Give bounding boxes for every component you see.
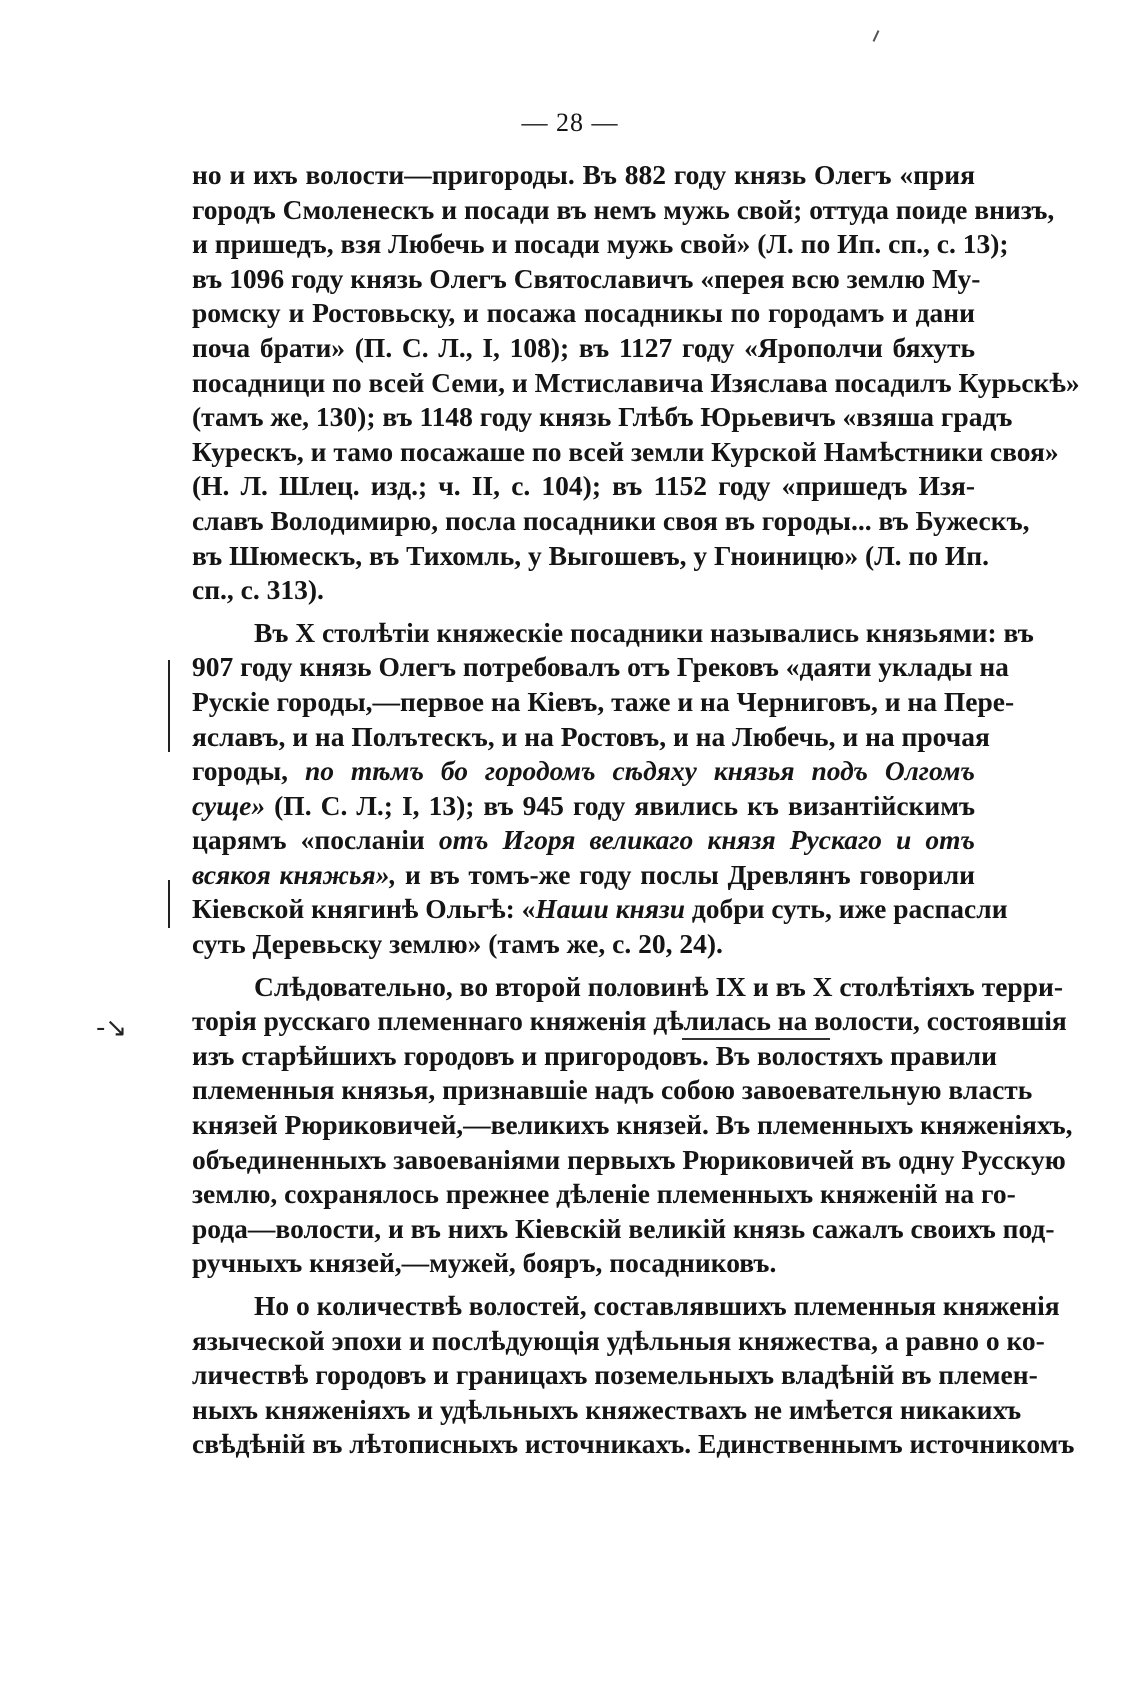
text-line: Въ X столѣтіи княжескіе посадники назывались князьями: въ — [254, 616, 1034, 648]
text-line: Но о количествѣ волостей, составлявшихъ племенныя княженія — [254, 1290, 1060, 1321]
text-line: Слѣдовательно, во второй половинѣ IX и въ X столѣтіяхъ терри- — [254, 970, 1064, 1002]
text-line: личествѣ городовъ и границахъ поземельныхъ владѣній въ племен- — [192, 1359, 1038, 1391]
text-line: сп., с. 313). — [192, 574, 324, 606]
text-run: добри суть, иже распасли — [691, 893, 1008, 925]
page-number: — 28 — — [521, 108, 619, 137]
text-line: поча брати» (П. С. Л., I, 108); въ 1127 году «Ярополчи бяхуть — [192, 331, 975, 363]
text-line: Курескъ, и тамо посажаше по всей земли Курской Намѣстники своя» — [192, 435, 1059, 467]
text-line: ромску и Ростовьску, и посажа посадникы по городамъ и дани — [192, 297, 975, 329]
paragraph-spacer — [192, 608, 975, 616]
text-line: въ 1096 году князь Олегъ Святославичъ «перея всю землю Му- — [192, 262, 981, 294]
text-line: князей Рюриковичей,—великихъ князей. Въ племенныхъ княженіяхъ, — [192, 1109, 1073, 1141]
text-line: городъ Смоленескъ и посади въ немъ мужь свой; оттуда поиде внизъ, — [192, 193, 1055, 225]
margin-line-mark — [168, 660, 170, 752]
text-line: языческой эпохи и послѣдующія удѣльныя княжества, а равно о ко- — [192, 1324, 1045, 1356]
text-line: славъ Володимирю, посла посадники своя въ городы... въ Бужескъ, — [192, 504, 1030, 536]
text-line: посадници по всей Семи, и Мстиславича Изяслава посадилъ Курьскѣ» — [192, 366, 1080, 398]
margin-line-mark — [168, 880, 170, 928]
text-line: 907 году князь Олегъ потребовалъ отъ Грековъ «даяти уклады на — [192, 651, 1009, 683]
text-line — [192, 754, 975, 789]
text-line: (Н. Л. Шлец. изд.; ч. II, с. 104); въ 1152 году «пришедъ Изя- — [192, 470, 975, 502]
text-line: землю, сохранялось прежнее дѣленіе племенныхъ княженій на го- — [192, 1178, 1016, 1210]
text-run: городы, — [192, 755, 289, 787]
text-line: ныхъ княженіяхъ и удѣльныхъ княжествахъ не имѣется никакихъ — [192, 1393, 1022, 1425]
text-line: изъ старѣйшихъ городовъ и пригородовъ. Въ волостяхъ правили — [192, 1039, 997, 1071]
text-line — [192, 892, 1008, 927]
text-run: (П. С. Л.; I, 13); въ 945 году явились къ византійскимъ — [274, 789, 975, 821]
paragraph-spacer — [192, 962, 975, 970]
italic-quote: Наши князи — [535, 893, 686, 925]
text-line: Рускіе городы,—первое на Кіевъ, таже и на Черниговъ, и на Пере- — [192, 685, 1015, 717]
margin-arrow-mark: -↘ — [96, 1013, 128, 1043]
pencil-underline-mark — [682, 1038, 830, 1040]
text-line: (тамъ же, 130); въ 1148 году князь Глѣбъ Юрьевичъ «взяша градъ — [192, 401, 1013, 433]
text-line: яславъ, и на Полътескъ, и на Ростовъ, и на Любечь, и на прочая — [192, 720, 990, 752]
text-line — [192, 858, 975, 893]
text-run: царямъ «посланіи — [192, 824, 425, 856]
text-run: Кіевской княгинѣ Ольгѣ: « — [192, 893, 536, 925]
text-line: объединенныхъ завоеваніями первыхъ Рюриковичей въ одну Русскую — [192, 1143, 1066, 1175]
text-line: суть Деревьску землю» (тамъ же, с. 20, 24). — [192, 928, 723, 960]
pencil-tick-mark — [873, 30, 880, 42]
text-line: въ Шюмескъ, въ Тихомль, у Выгошевъ, у Гноиницю» (Л. по Ип. — [192, 539, 990, 571]
text-line: рода—волости, и въ нихъ Кіевскій великій князь сажалъ своихъ под- — [192, 1212, 1055, 1244]
body-text — [192, 158, 1080, 1462]
italic-quote: всякоя княжья», — [192, 858, 397, 890]
text-run: и въ томъ-же году послы Древлянъ говорили — [405, 858, 976, 890]
text-line: племенныя князья, признавшіе надъ собою завоевательную власть — [192, 1074, 1033, 1106]
text-line — [192, 789, 975, 824]
italic-quote: суще» — [192, 789, 266, 821]
text-line — [192, 823, 975, 858]
italic-quote: отъ Игоря великаго князя Рускаго и отъ — [438, 824, 976, 856]
text-line: свѣдѣній въ лѣтописныхъ источникахъ. Единственнымъ источникомъ — [192, 1428, 1075, 1460]
text-line: ручныхъ князей,—мужей, бояръ, посадниковъ. — [192, 1247, 777, 1279]
paragraph-spacer — [192, 1281, 975, 1289]
italic-quote: по тѣмъ бо городомъ сѣдяху князья подъ Олгомъ — [304, 755, 975, 787]
text-line: но и ихъ волости—пригороды. Въ 882 году князь Олегъ «прия — [192, 159, 975, 190]
text-line: торія русскаго племеннаго княженія дѣлилась на волости, состоявшія — [192, 1005, 1067, 1037]
text-line: и пришедъ, взя Любечь и посади мужь свой» (Л. по Ип. сп., с. 13); — [192, 228, 1009, 260]
